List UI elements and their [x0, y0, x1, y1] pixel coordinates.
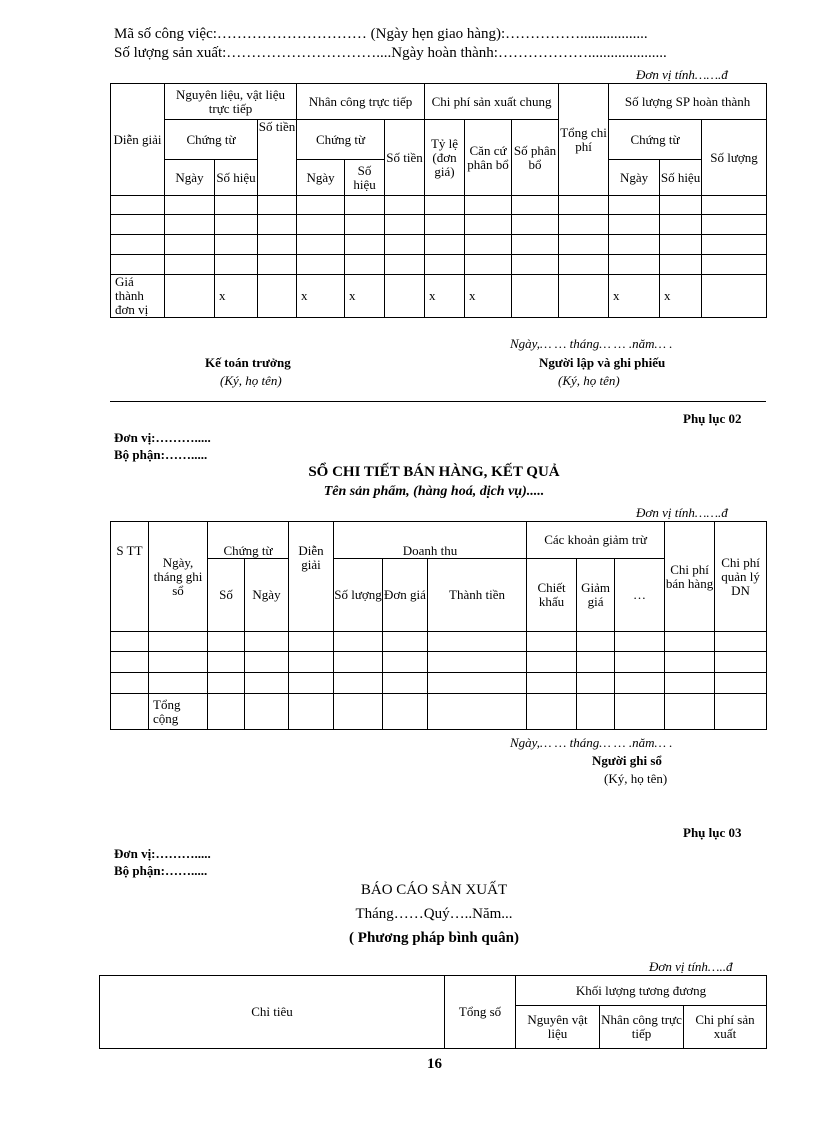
signature-date-1: Ngày,… … tháng… … .năm… . — [510, 336, 673, 351]
page-number: 16 — [427, 1056, 442, 1072]
header-cac-khoan-giam-tru: Các khoản giảm trừ — [527, 522, 665, 559]
header-giam-gia: Giảm giá — [577, 559, 615, 632]
header-so-hieu: Số hiệu — [215, 160, 258, 196]
header-chi-phi-ban-hang: Chi phí bán hàng — [665, 522, 715, 632]
table-row-gia-thanh — [111, 275, 767, 318]
row-label-total: Tổng cộng — [149, 694, 208, 730]
production-report-title: BÁO CÁO SẢN XUẤT — [360, 882, 508, 898]
header-nhan-cong-truc-tiep: Nhân công trực tiếp — [600, 1006, 684, 1049]
header-thanh-tien: Thành tiền — [428, 559, 527, 632]
bookkeeper-title: Người ghi sổ — [592, 753, 662, 768]
header-chung-tu: Chứng từ — [297, 120, 385, 160]
chief-accountant-sign-note: (Ký, họ tên) — [220, 373, 282, 388]
header-chung-tu: Chứng từ — [165, 120, 258, 160]
header-chi-phi-qldn: Chi phí quản lý DN — [715, 522, 767, 632]
header-so-luong: Số lượng — [702, 120, 767, 196]
don-vi-label: Đơn vị:………..... — [114, 846, 211, 861]
unit-label-1: Đơn vị tính…….đ — [636, 67, 728, 82]
header-chung-tu: Chứng từ — [208, 522, 289, 559]
appendix-03-label: Phụ lục 03 — [683, 825, 742, 840]
header-ngay-thang-ghi-so: Ngày, tháng ghi sổ — [149, 522, 208, 632]
x-mark: x — [425, 275, 465, 318]
header-ngay: Ngày — [297, 160, 345, 196]
production-report-table — [99, 975, 767, 1049]
method-name: Phương pháp bình quân — [357, 930, 514, 946]
header-chung-tu: Chứng từ — [609, 120, 702, 160]
header-ngay: Ngày — [245, 559, 289, 632]
x-mark: x — [465, 275, 512, 318]
header-so-luong-sp: Số lượng SP hoàn thành — [609, 84, 767, 120]
report-period: Tháng……Quý…..Năm... — [355, 906, 513, 922]
bo-phan-label: Bộ phận:……..... — [114, 447, 208, 462]
bo-phan-label: Bộ phận:……..... — [114, 863, 208, 878]
production-quantity-line: Số lượng sản xuất:…………………………....Ngày hoàn thành:………………..................... — [114, 45, 667, 61]
cost-table — [110, 83, 767, 318]
x-mark: x — [609, 275, 660, 318]
header-nguyen-vat-lieu: Nguyên vật liệu — [516, 1006, 600, 1049]
header-so-tien: Số tiền — [385, 120, 425, 196]
header-ngay: Ngày — [609, 160, 660, 196]
signature-date-2: Ngày,… … tháng… … .năm… . — [510, 735, 673, 750]
header-stt: S TT — [111, 522, 149, 632]
preparer-sign-note: (Ký, họ tên) — [558, 373, 620, 388]
x-mark: x — [345, 275, 385, 318]
header-can-cu: Căn cứ phân bổ — [465, 120, 512, 196]
header-so-tien: Số tiền — [258, 120, 297, 196]
table-row — [111, 215, 767, 235]
header-chi-tieu: Chỉ tiêu — [100, 976, 445, 1049]
x-mark: x — [297, 275, 345, 318]
header-chi-phi-san-xuat: Chi phí sản xuất — [684, 1006, 767, 1049]
method-close-paren: ) — [513, 930, 519, 946]
sales-ledger-title: SỔ CHI TIẾT BÁN HÀNG, KẾT QUẢ — [308, 464, 560, 480]
chief-accountant-title: Kế toán trưởng — [205, 355, 291, 370]
table-row — [111, 652, 767, 673]
preparer-title: Người lập và ghi phiếu — [539, 355, 666, 370]
header-chi-phi-sx-chung: Chi phí sản xuất chung — [425, 84, 559, 120]
section-divider — [110, 401, 766, 402]
sales-ledger-subtitle: Tên sản phẩm, (hàng hoá, dịch vụ)..... — [323, 484, 545, 499]
header-so-luong: Số lượng — [334, 559, 383, 632]
job-code-line: Mã số công việc:………………………… (Ngày hẹn giao hàng):…………….................. — [114, 26, 648, 42]
method-open-paren: ( — [349, 930, 358, 946]
header-so: Số — [208, 559, 245, 632]
header-tong-so: Tổng số — [445, 976, 516, 1049]
header-dien-giai: Diễn giải — [111, 84, 165, 196]
header-so-hieu: Số hiệu — [345, 160, 385, 196]
x-mark: x — [660, 275, 702, 318]
header-so-phan-bo: Số phân bổ — [512, 120, 559, 196]
unit-label-3: Đơn vị tính…..đ — [649, 959, 733, 974]
header-dien-giai: Diễn giải — [289, 522, 334, 632]
header-tong-chi-phi: Tổng chi phí — [559, 84, 609, 196]
header-chiet-khau: Chiết khấu — [527, 559, 577, 632]
table-row — [111, 673, 767, 694]
don-vi-label: Đơn vị:………..... — [114, 430, 211, 445]
table-row — [111, 255, 767, 275]
table-row-total — [111, 694, 767, 730]
header-nguyen-lieu: Nguyên liệu, vật liệu trực tiếp — [165, 84, 297, 120]
header-don-gia: Đơn giá — [383, 559, 428, 632]
header-khoi-luong-tuong-duong: Khối lượng tương đương — [516, 976, 767, 1006]
header-ty-le: Tỷ lệ (đơn giá) — [425, 120, 465, 196]
header-ngay: Ngày — [165, 160, 215, 196]
unit-label-2: Đơn vị tính…….đ — [636, 505, 728, 520]
table-row — [111, 196, 767, 215]
table-row — [111, 235, 767, 255]
header-doanh-thu: Doanh thu — [334, 522, 527, 559]
header-so-hieu: Số hiệu — [660, 160, 702, 196]
row-label-gia-thanh: Giá thành đơn vị — [111, 275, 165, 318]
sales-ledger-table — [110, 521, 767, 730]
appendix-02-label: Phụ lục 02 — [683, 411, 742, 426]
report-method — [0, 930, 816, 947]
header-ellipsis: … — [615, 559, 665, 632]
table-row — [111, 632, 767, 652]
header-nhan-cong: Nhân công trực tiếp — [297, 84, 425, 120]
bookkeeper-sign-note: (Ký, họ tên) — [604, 771, 668, 786]
x-mark: x — [215, 275, 258, 318]
